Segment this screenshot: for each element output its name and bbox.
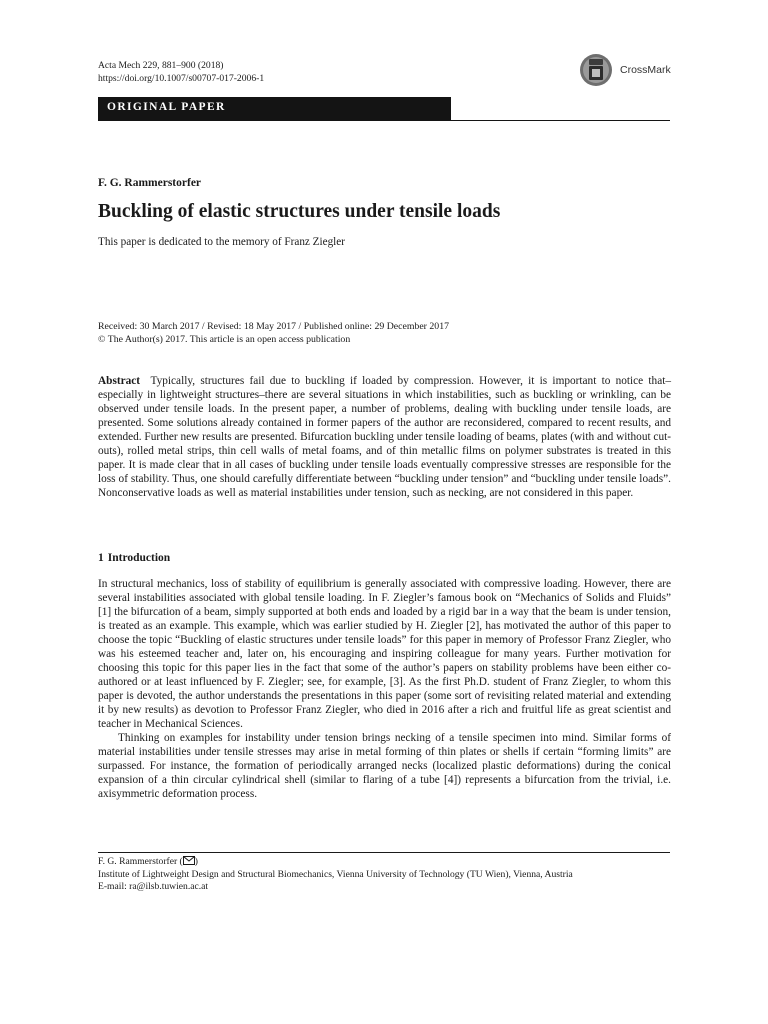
footnote-affiliation: Institute of Lightweight Design and Structural Biomechanics, Vienna University of Technology (TU Wien), Vienna, Austria	[98, 869, 573, 880]
abstract-text: Typically, structures fail due to buckling if loaded by compression. However, it is important to notice that–especially in lightweight structures–there are several situations in which instabilities, such as buckling or wrinkling, can be observed under tensile loads. In the present paper, a number of problems, dealing with buckling under tensile loads, are presented. Some solutions already contained in former papers of the author are reconsidered, compared to recent results, and extended. Further new results are presented. Bifurcation buckling under tensile loading of beams, plates (with and without cut-outs), rolled metal strips, thin cell walls of metal foams, and of thin metallic films on polymer substrates is treated in this paper. It is made clear that in all cases of buckling under tensile loads eventually compressive stresses are responsible for the loss of stability. Thus, one should carefully differentiate between “buckling under tension” and “buckling under tensile loads”. Nonconservative loads as well as material instabilities under tension, such as necking, are not considered in this paper.	[98, 375, 671, 499]
author-name: F. G. Rammerstorfer	[98, 177, 202, 189]
section-number: 1	[98, 552, 104, 564]
paragraph: In structural mechanics, loss of stability of equilibrium is generally associated with compressive loading. However, there are several instabilities associated with global tensile loading. In F. Ziegler’s famous book on “Mechanics of Solids and Fluids” [1] the bifurcation of a beam, simply supported at both ends and loaded by a rigid bar in a way that the beam is under tension, is treated as an example. This example, which was earlier studied by H. Ziegler [2], has motivated the author of this paper to choose the topic “Buckling of elastic structures under tensile loads” for this paper in memory of Professor Franz Ziegler, who was his esteemed teacher and, later on, his encouraging and inspiring colleague for many years. Further motivation for choosing this topic for this paper lies in the fact that some of the author’s papers on stability problems have been either co-authored or at least influenced by F. Ziegler; see, for example, [3]. As the first Ph.D. student of Franz Ziegler, to whom this paper is devoted, the author understands the presentations in this paper (some sort of revisiting related material and extending it by new results) as devotion to Professor Franz Ziegler, who died in 2016 after a rich and fruitful life as great scientist and teacher in Mechanical Sciences.	[98, 578, 671, 730]
paragraph: Thinking on examples for instability under tension brings necking of a tensile specimen into mind. Similar forms of material instabilities under tensile stresses may arise in metal forming of thin plates or shells if certain “forming limits” are surpassed. For instance, the formation of periodically arranged necks (localized plastic deformations) during the conical expansion of a thin circular cylindrical shell (similar to flaring of a tube [4]) represents a bifurcation from the trivial, i.e. axisymmetric deformation process.	[98, 732, 671, 800]
footnote-author-close: )	[194, 856, 198, 867]
dedication: This paper is dedicated to the memory of Franz Ziegler	[98, 236, 345, 248]
abstract	[98, 374, 671, 500]
doi-link[interactable]: https://doi.org/10.1007/s00707-017-2006-1	[98, 73, 265, 84]
publication-history	[98, 321, 449, 346]
envelope-icon[interactable]	[183, 856, 195, 869]
footnote-email[interactable]: E-mail: ra@ilsb.tuwien.ac.at	[98, 881, 209, 892]
abstract-label: Abstract	[98, 375, 141, 387]
header-rule	[98, 120, 670, 121]
crossmark-badge[interactable]	[576, 52, 671, 88]
license-note: © The Author(s) 2017. This article is an open access publication	[98, 333, 351, 345]
crossmark-icon	[576, 52, 616, 88]
footnote-rule	[98, 852, 670, 853]
footnote-author: F. G. Rammerstorfer (	[98, 856, 183, 867]
journal-citation: Acta Mech 229, 881–900 (2018)	[98, 60, 224, 71]
section-title: Introduction	[107, 552, 171, 564]
paper-type-banner	[98, 97, 451, 121]
paper-title: Buckling of elastic structures under tensile loads	[98, 201, 501, 222]
section-heading	[98, 552, 170, 564]
crossmark-label: CrossMark	[620, 64, 671, 76]
paper-type-label: ORIGINAL PAPER	[107, 101, 226, 113]
journal-citation-block	[98, 59, 264, 85]
publication-dates: Received: 30 March 2017 / Revised: 18 May 2017 / Published online: 29 December 2017	[98, 321, 449, 332]
section-body	[98, 577, 671, 801]
footnote-author-line	[98, 856, 573, 869]
author-footnote	[98, 856, 573, 893]
